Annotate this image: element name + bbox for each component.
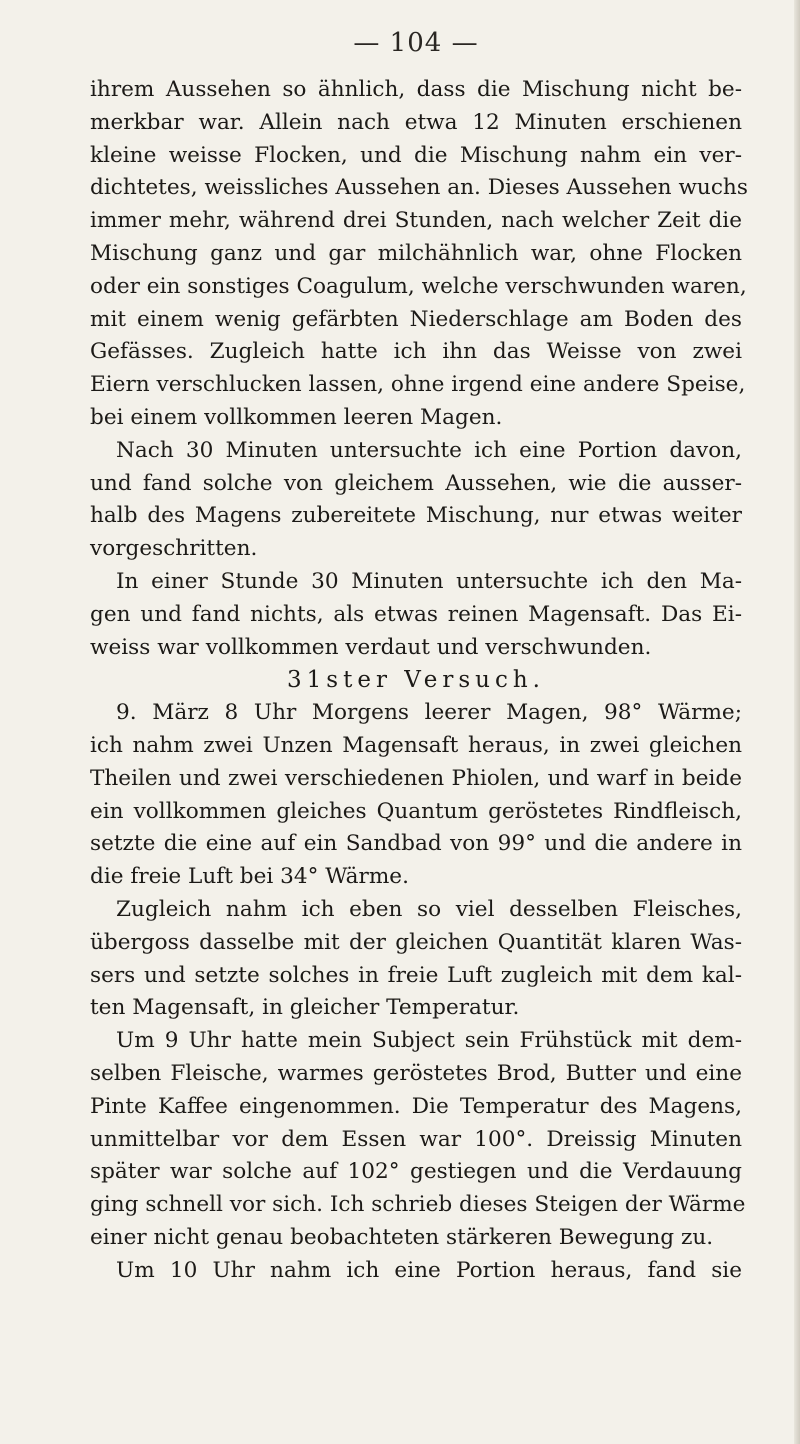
text-line: selben Fleische, warmes geröstetes Brod, Butter und eine [90, 1060, 742, 1086]
text-line: gen und fand nichts, als etwas reinen Magensaft. Das Ei- [90, 601, 742, 627]
book-page [90, 28, 748, 1287]
text-line: mit einem wenig gefärbten Niederschlage am Boden des [90, 306, 742, 332]
text-line: ich nahm zwei Unzen Magensaft heraus, in zwei gleichen [90, 732, 742, 758]
text-line: setzte die eine auf ein Sandbad von 99° und die andere in [90, 831, 742, 857]
text-line: sers und setzte solches in freie Luft zugleich mit dem kal- [90, 962, 742, 988]
text-line: Theilen und zwei verschiedenen Phiolen, und warf in beide [90, 765, 742, 791]
text-line: Um 9 Uhr hatte mein Subject sein Frühstück mit dem- [116, 1028, 742, 1054]
text-line: merkbar war. Allein nach etwa 12 Minuten erschienen [90, 109, 742, 135]
section-heading: 31ster Versuch. [287, 667, 545, 694]
text-line: oder ein sonstiges Coagulum, welche verschwunden waren, [90, 273, 747, 299]
text-line: Um 10 Uhr nahm ich eine Portion heraus, fand sie [116, 1257, 742, 1283]
text-line: vorgeschritten. [90, 536, 258, 562]
text-line: 9. März 8 Uhr Morgens leerer Magen, 98° Wärme; [116, 700, 742, 726]
text-line: kleine weisse Flocken, und die Mischung nahm ein ver- [90, 142, 742, 168]
text-line: ihrem Aussehen so ähnlich, dass die Mischung nicht be- [90, 77, 742, 102]
text-line: ging schnell vor sich. Ich schrieb dieses Steigen der Wärme [90, 1192, 746, 1218]
text-line: bei einem vollkommen leeren Magen. [90, 404, 503, 430]
text-line: unmittelbar vor dem Essen war 100°. Dreissig Minuten [90, 1126, 742, 1152]
text-line: ein vollkommen gleiches Quantum geröstetes Rindfleisch, [90, 798, 742, 824]
text-line: die freie Luft bei 34° Wärme. [90, 864, 409, 890]
text-line: Nach 30 Minuten untersuchte ich eine Portion davon, [116, 437, 742, 463]
text-line: weiss war vollkommen verdaut und verschwunden. [90, 634, 652, 660]
text-line: einer nicht genau beobachteten stärkeren Bewegung zu. [90, 1224, 714, 1250]
text-line: Pinte Kaffee eingenommen. Die Temperatur des Magens, [90, 1093, 742, 1119]
body-text [90, 74, 748, 1287]
text-line: übergoss dasselbe mit der gleichen Quantität klaren Was- [90, 929, 742, 955]
text-line: ten Magensaft, in gleicher Temperatur. [90, 995, 520, 1021]
text-line: Mischung ganz und gar milchähnlich war, ohne Flocken [90, 240, 742, 266]
text-line: später war solche auf 102° gestiegen und die Verdauung [90, 1159, 742, 1185]
page-number-header: — 104 — [353, 28, 479, 58]
text-line: immer mehr, während drei Stunden, nach welcher Zeit die [90, 208, 742, 234]
text-line: Eiern verschlucken lassen, ohne irgend eine andere Speise, [90, 372, 746, 398]
text-line: Zugleich nahm ich eben so viel desselben Fleisches, [116, 896, 742, 922]
text-line: halb des Magens zubereitete Mischung, nur etwas weiter [90, 503, 742, 529]
text-line: Gefässes. Zugleich hatte ich ihn das Weisse von zwei [90, 339, 742, 365]
text-line: dichtetes, weissliches Aussehen an. Dieses Aussehen wuchs [90, 175, 748, 201]
page-edge [794, 0, 800, 1444]
text-line: In einer Stunde 30 Minuten untersuchte ich den Ma- [116, 568, 742, 594]
text-line: und fand solche von gleichem Aussehen, wie die ausser- [90, 470, 742, 496]
